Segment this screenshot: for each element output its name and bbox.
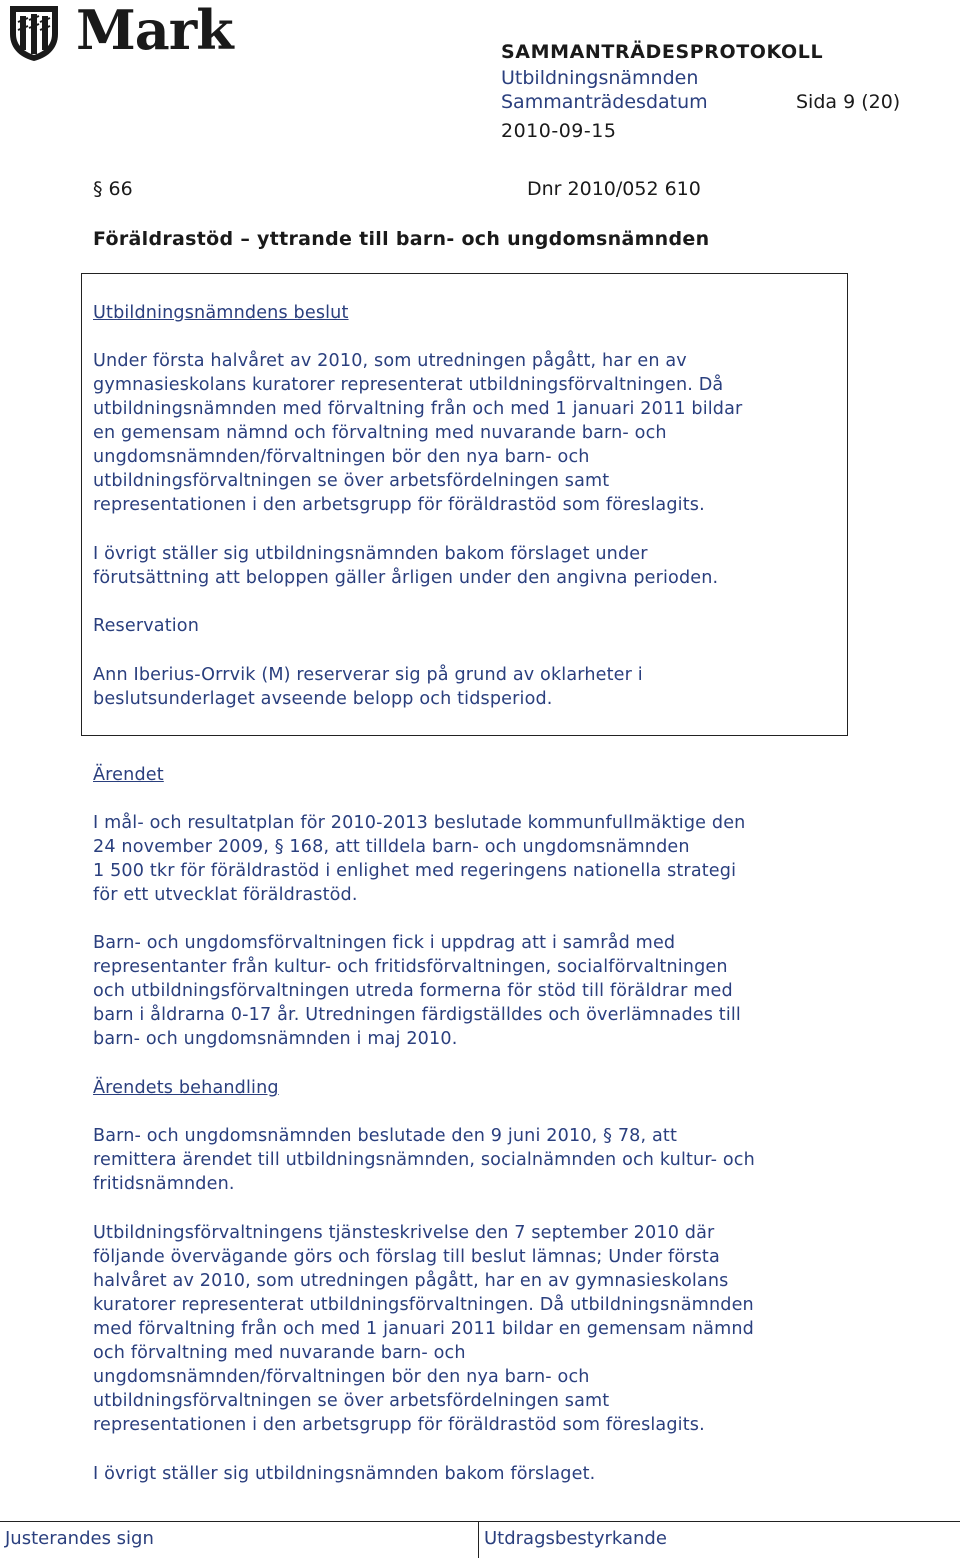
text-line: och förvaltning med nuvarande barn- och — [93, 1343, 466, 1363]
text-line: Barn- och ungdomsnämnden beslutade den 9 juni 2010, § 78, att — [93, 1126, 678, 1146]
coat-of-arms-icon — [6, 4, 62, 62]
reservation-heading: Reservation — [93, 616, 200, 636]
certification-field-label: Utdragsbestyrkande — [484, 1528, 667, 1549]
text-line: Utbildningsförvaltningens tjänsteskrivelse den 7 september 2010 där — [93, 1223, 715, 1243]
text-line: Barn- och ungdomsförvaltningen fick i uppdrag att i samråd med — [93, 933, 676, 953]
item-title: Föräldrastöd – yttrande till barn- och ungdomsnämnden — [93, 228, 710, 250]
text-line: barn- och ungdomsnämnden i maj 2010. — [93, 1029, 458, 1049]
text-line: Ann Iberius-Orrvik (M) reserverar sig på grund av oklarheter i — [93, 665, 643, 685]
text-line: kuratorer representerat utbildningsförvaltningen. Då utbildningsnämnden — [93, 1295, 754, 1315]
text-line: I övrigt ställer sig utbildningsnämnden bakom förslaget under — [93, 544, 648, 564]
text-line: representationen i den arbetsgrupp för föräldrastöd som föreslagits. — [93, 1415, 705, 1435]
decision-heading: Utbildningsnämndens beslut — [93, 303, 349, 323]
decision-paragraph-1 — [93, 349, 742, 517]
text-line: med förvaltning från och med 1 januari 2011 bildar en gemensam nämnd — [93, 1319, 754, 1339]
arendet-paragraph-2 — [93, 931, 741, 1051]
text-line: 1 500 tkr för föräldrastöd i enlighet med regeringens nationella strategi — [93, 861, 737, 881]
behandling-paragraph-2 — [93, 1221, 754, 1437]
text-line: fritidsnämnden. — [93, 1174, 235, 1194]
meeting-date-label: Sammanträdesdatum — [501, 91, 708, 113]
signature-field-label: Justerandes sign — [5, 1528, 154, 1549]
text-line: barn i åldrarna 0-17 år. Utredningen färdigställdes och överlämnades till — [93, 1005, 741, 1025]
footer-divider — [0, 1521, 960, 1522]
paragraph-number: § 66 — [93, 178, 133, 200]
text-line: ungdomsnämnden/förvaltningen bör den nya barn- och — [93, 1367, 590, 1387]
text-line: gymnasieskolans kuratorer representerat utbildningsförvaltningen. Då — [93, 375, 724, 395]
logo-wordmark: Mark — [76, 0, 233, 62]
arendet-heading: Ärendet — [93, 765, 164, 785]
text-line: utbildningsförvaltningen se över arbetsfördelningen samt — [93, 471, 610, 491]
behandling-paragraph-3 — [93, 1462, 595, 1486]
text-line: och utbildningsförvaltningen utreda formerna för stöd till föräldrar med — [93, 981, 733, 1001]
text-line: en gemensam nämnd och förvaltning med nuvarande barn- och — [93, 423, 667, 443]
text-line: I mål- och resultatplan för 2010-2013 beslutade kommunfullmäktige den — [93, 813, 746, 833]
text-line: representationen i den arbetsgrupp för föräldrastöd som föreslagits. — [93, 495, 705, 515]
decision-paragraph-2 — [93, 542, 718, 590]
text-line: representanter från kultur- och fritidsförvaltningen, socialförvaltningen — [93, 957, 728, 977]
diary-number: Dnr 2010/052 610 — [527, 178, 701, 200]
protocol-title: SAMMANTRÄDESPROTOKOLL — [501, 41, 824, 63]
text-line: I övrigt ställer sig utbildningsnämnden bakom förslaget. — [93, 1464, 596, 1484]
text-line: följande övervägande görs och förslag till beslut lämnas; Under första — [93, 1247, 720, 1267]
text-line: remittera ärendet till utbildningsnämnden, socialnämnden och kultur- och — [93, 1150, 755, 1170]
municipality-logo — [6, 0, 238, 62]
meeting-date: 2010-09-15 — [501, 120, 617, 142]
behandling-paragraph-1 — [93, 1124, 755, 1196]
text-line: förutsättning att beloppen gäller årligen under den angivna perioden. — [93, 568, 719, 588]
text-line: ungdomsnämnden/förvaltningen bör den nya barn- och — [93, 447, 590, 467]
behandling-heading: Ärendets behandling — [93, 1078, 279, 1098]
text-line: utbildningsförvaltningen se över arbetsfördelningen samt — [93, 1391, 610, 1411]
reservation-text — [93, 663, 643, 711]
page-number: Sida 9 (20) — [796, 91, 901, 113]
text-line: Under första halvåret av 2010, som utredningen pågått, har en av — [93, 351, 687, 371]
text-line: halvåret av 2010, som utredningen pågått, har en av gymnasieskolans — [93, 1271, 729, 1291]
board-name: Utbildningsnämnden — [501, 67, 699, 89]
text-line: beslutsunderlaget avseende belopp och tidsperiod. — [93, 689, 553, 709]
arendet-paragraph-1 — [93, 811, 745, 907]
text-line: 24 november 2009, § 168, att tilldela barn- och ungdomsnämnden — [93, 837, 690, 857]
text-line: utbildningsnämnden med förvaltning från och med 1 januari 2011 bildar — [93, 399, 743, 419]
footer-column-divider — [478, 1521, 479, 1558]
text-line: för ett utvecklat föräldrastöd. — [93, 885, 358, 905]
